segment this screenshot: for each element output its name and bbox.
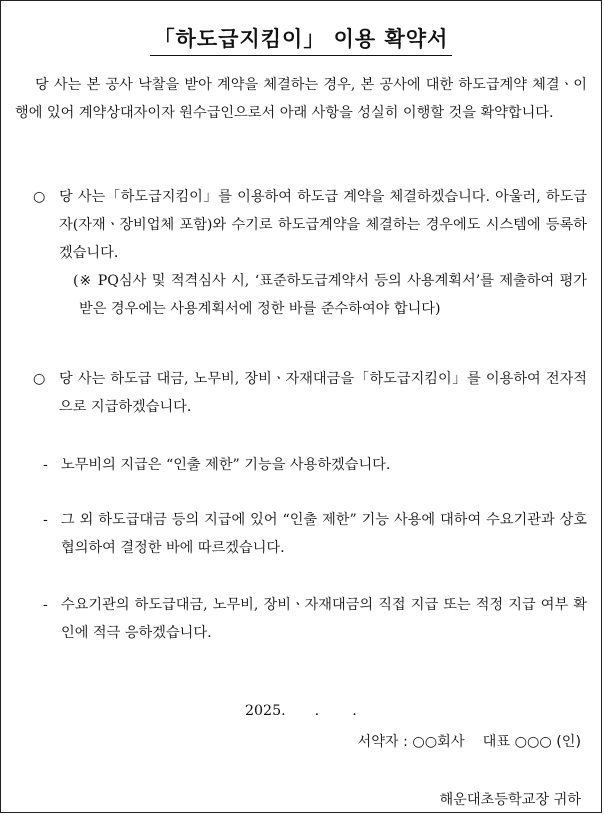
sub-item-other-payment <box>43 506 587 562</box>
sub-item-text: 노무비의 지급은 “인출 제한” 기능을 사용하겠습니다. <box>61 457 391 473</box>
signer-line <box>357 731 581 751</box>
signer-company: ○○회사 <box>412 734 465 750</box>
date-month: . <box>314 703 320 719</box>
signer-label: 서약자 : <box>357 734 408 750</box>
signer-seal: (인) <box>556 734 581 750</box>
sub-item-labor-cost <box>43 451 587 479</box>
dash-bullet-icon: - <box>43 512 48 528</box>
sub-item-text: 그 외 하도급대금 등의 지급에 있어 “인출 제한” 기능 사용에 대하여 수요기관과 상호 협의하여 결정한 바에 따르겠습니다. <box>61 512 587 556</box>
dash-bullet-icon: - <box>43 457 48 473</box>
date-year: 2025. <box>245 703 286 719</box>
signer-rep-label: 대표 <box>482 734 511 750</box>
pledge-item-text: 당 사는 하도급 대금, 노무비, 장비ㆍ자재대금을「하도급지킴이」를 이용하여 전자적으로 지급하겠습니다. <box>59 371 587 415</box>
dash-bullet-icon: - <box>43 597 48 613</box>
signer-rep-name: ○○○ <box>514 734 552 750</box>
document-title-wrap <box>1 23 601 56</box>
intro-paragraph: 당 사는 본 공사 낙찰을 받아 계약을 체결하는 경우, 본 공사에 대한 하도급계약 체결ㆍ이행에 있어 계약상대자이자 원수급인으로서 아래 사항을 성실히 이행할 것을 확약합니다. <box>15 77 587 121</box>
date-day: . <box>352 703 357 719</box>
pledge-item-payment <box>25 365 587 421</box>
sub-item-direct-payment <box>43 591 587 647</box>
circle-bullet-icon: ○ <box>33 371 46 387</box>
recipient: 해운대초등학교장 귀하 <box>439 792 581 808</box>
document-title: 「하도급지킴이」 이용 확약서 <box>150 23 453 56</box>
pledge-item-note: (※ PQ심사 및 적격심사 시, ‘표준하도급계약서 등의 사용계획서’를 제출하여 평가받은 경우에는 사용계획서에 정한 바를 준수하여야 합니다) <box>73 273 587 317</box>
sub-item-text: 수요기관의 하도급대금, 노무비, 장비ㆍ자재대금의 직접 지급 또는 적정 지급 여부 확인에 적극 응하겠습니다. <box>61 597 587 641</box>
pledge-date <box>245 703 357 719</box>
pledge-item-text: 당 사는「하도급지킴이」를 이용하여 하도급 계약을 체결하겠습니다. 아울러, 하도급자(자재ㆍ장비업체 포함)와 수기로 하도급계약을 체결하는 경우에도 시스템에 등록하겠습니다. <box>59 189 587 261</box>
circle-bullet-icon: ○ <box>33 189 46 205</box>
pledge-item-contract <box>25 183 587 323</box>
